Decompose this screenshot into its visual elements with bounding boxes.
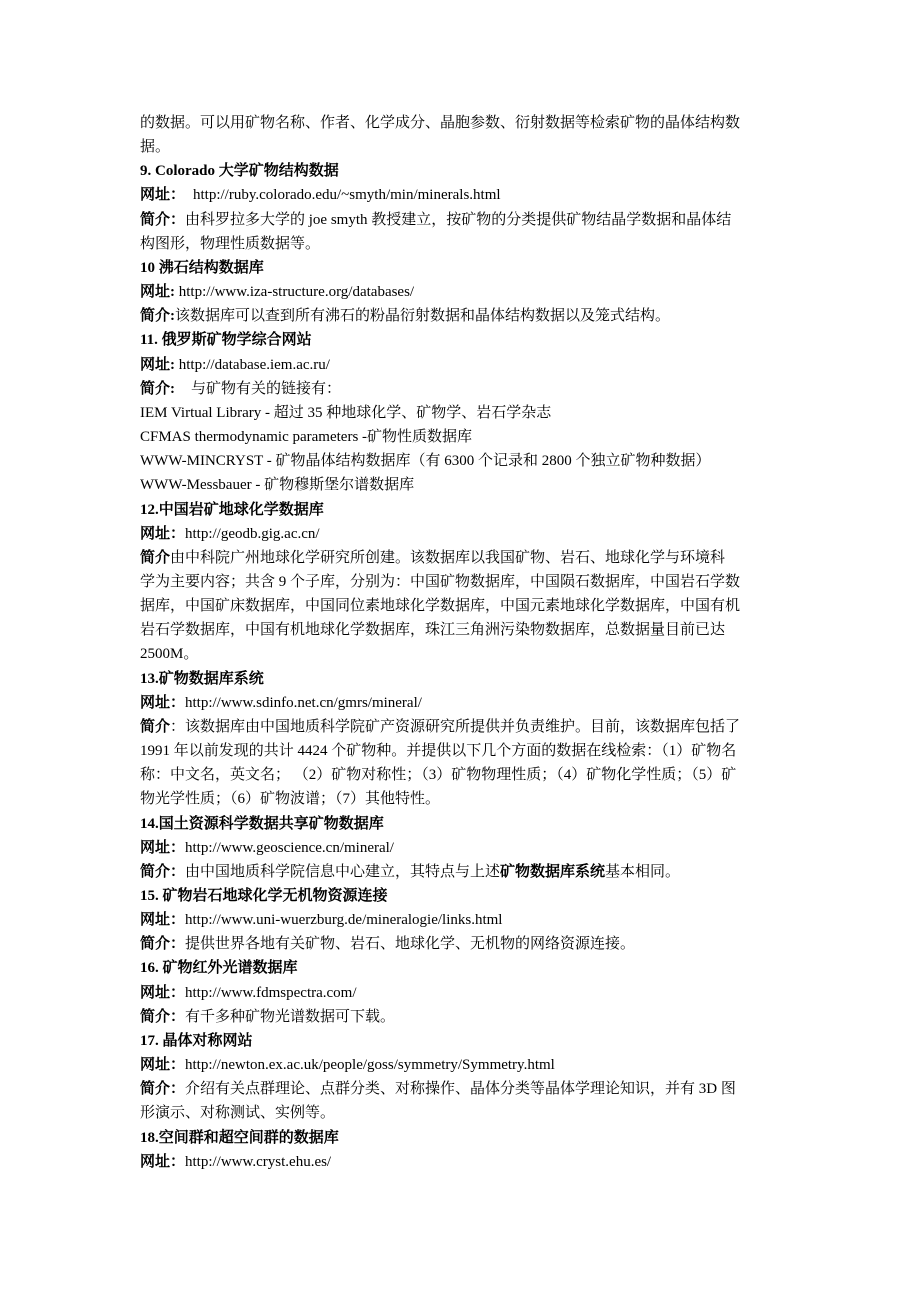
url-label: 网址： [140,694,186,711]
desc-line: 学为主要内容；共含 9 个子库，分别为：中国矿物数据库，中国陨石数据库，中国岩石学数 [140,573,741,590]
url-link[interactable]: http://www.geoscience.cn/mineral/ [185,839,394,856]
desc-line [140,208,800,232]
url-link[interactable]: http://database.iem.ac.ru/ [178,356,330,373]
desc-text: 提供世界各地有关矿物、岩石、地球化学、无机物的网络资源连接。 [185,936,636,953]
desc-text: 该数据库可以查到所有沸石的粉晶衍射数据和晶体结构数据以及笼式结构。 [175,308,671,325]
desc-text: 与矿物有关的链接有： [191,380,342,397]
section-title: 13.矿物数据库系统 [140,670,264,687]
url-label: 网址： [140,912,186,929]
desc-line [140,1077,800,1101]
url-label: 网址： [140,984,186,1001]
desc-label: 简介： [140,211,186,228]
url-label: 网址： [140,1057,186,1074]
desc-text: 由科罗拉多大学的 joe smyth 教授建立，按矿物的分类提供矿物结晶学数据和晶体结 [185,211,732,228]
desc-label: 简介： [140,1008,186,1025]
url-link[interactable]: http://www.sdinfo.net.cn/gmrs/mineral/ [185,694,422,711]
desc-label: 简介 [140,718,171,735]
url-label: 网址： [140,1153,186,1170]
section-title: 9. Colorado 大学矿物结构数据 [140,163,339,180]
desc-line: 岩石学数据库，中国有机地球化学数据库，珠江三角洲污染物数据库，总数据量目前已达 [140,622,726,639]
desc-label: 简介： [140,1081,186,1098]
url-line [140,1053,800,1077]
desc-label: 简介: [140,308,175,325]
desc-line: 1991 年以前发现的共计 4424 个矿物种。并提供以下几个方面的数据在线检索：（1）矿物名 [140,743,737,760]
desc-label: 简介： [140,863,186,880]
desc-text: 由中国地质科学院信息中心建立，其特点与上述 [185,863,501,880]
section-title: 11. 俄罗斯矿物学综合网站 [140,332,312,349]
url-label: 网址： [140,187,186,204]
url-line [140,981,800,1005]
desc-line [140,377,800,401]
desc-line [140,715,800,739]
desc-line [140,1005,800,1029]
link-item: WWW-Messbauer - 矿物穆斯堡尔谱数据库 [140,477,415,494]
url-link[interactable]: http://www.cryst.ehu.es/ [185,1153,332,1170]
desc-text: 基本相同。 [605,863,681,880]
url-label: 网址： [140,839,186,856]
desc-line: 称：中文名，英文名； （2）矿物对称性；（3）矿物物理性质；（4）矿物化学性质；（5）矿 [140,767,737,784]
desc-line [140,932,800,956]
url-label: 网址: [140,284,175,301]
desc-text: 有千多种矿物光谱数据可下载。 [185,1008,396,1025]
section-title: 18.空间群和超空间群的数据库 [140,1129,339,1146]
url-link[interactable]: http://www.iza-structure.org/databases/ [178,284,415,301]
section-title: 17. 晶体对称网站 [140,1032,253,1049]
desc-line [140,860,800,884]
url-line [140,280,800,304]
url-label: 网址: [140,356,175,373]
link-item: CFMAS thermodynamic parameters -矿物性质数据库 [140,429,473,446]
desc-label: 简介: [140,380,175,397]
desc-line: 据库，中国矿床数据库，中国同位素地球化学数据库，中国元素地球化学数据库，中国有机 [140,598,741,615]
url-link[interactable]: http://www.uni-wuerzburg.de/mineralogie/links.html [185,912,503,929]
url-link[interactable]: http://newton.ex.ac.uk/people/goss/symmetry/Symmetry.html [185,1057,555,1074]
desc-emphasis: 矿物数据库系统 [500,863,606,880]
url-link[interactable]: http://geodb.gig.ac.cn/ [185,525,320,542]
url-line [140,1150,800,1174]
link-item: WWW-MINCRYST - 矿物晶体结构数据库（有 6300 个记录和 2800 个独立矿物种数据） [140,453,711,470]
url-label: 网址： [140,525,186,542]
desc-label: 简介 [140,549,171,566]
intro-line: 的数据。可以用矿物名称、作者、化学成分、晶胞参数、衍射数据等检索矿物的晶体结构数 [140,115,741,131]
url-line [140,691,800,715]
url-line [140,522,800,546]
url-link[interactable]: http://www.fdmspectra.com/ [185,984,357,1001]
intro-line: 据。 [140,139,171,156]
desc-text: ：该数据库由中国地质科学院矿产资源研究所提供并负责维护。目前，该数据库包括了 [170,718,741,735]
desc-text: 介绍有关点群理论、点群分类、对称操作、晶体分类等晶体学理论知识，并有 3D 图 [185,1081,736,1098]
section-title: 15. 矿物岩石地球化学无机物资源连接 [140,888,388,904]
desc-line [140,546,800,570]
desc-text: 由中科院广州地球化学研究所创建。该数据库以我国矿物、岩石、地球化学与环境科 [170,549,726,566]
desc-line: 2500M。 [140,646,199,663]
url-link[interactable]: http://ruby.colorado.edu/~smyth/min/minerals.html [193,187,501,204]
section-title: 12.中国岩矿地球化学数据库 [140,501,324,518]
url-line [140,353,800,377]
section-title: 10 沸石结构数据库 [140,259,264,276]
desc-label: 简介： [140,936,186,953]
desc-line: 构图形，物理性质数据等。 [140,235,321,252]
desc-line [140,304,800,328]
desc-line: 形演示、对称测试、实例等。 [140,1105,336,1122]
url-line [140,908,800,932]
section-title: 16. 矿物红外光谱数据库 [140,960,298,977]
url-line [140,183,800,207]
section-title: 14.国土资源科学数据共享矿物数据库 [140,815,384,832]
url-line [140,836,800,860]
link-item: IEM Virtual Library - 超过 35 种地球化学、矿物学、岩石学杂志 [140,404,552,421]
desc-line: 物光学性质；（6）矿物波谱；（7）其他特性。 [140,791,441,808]
